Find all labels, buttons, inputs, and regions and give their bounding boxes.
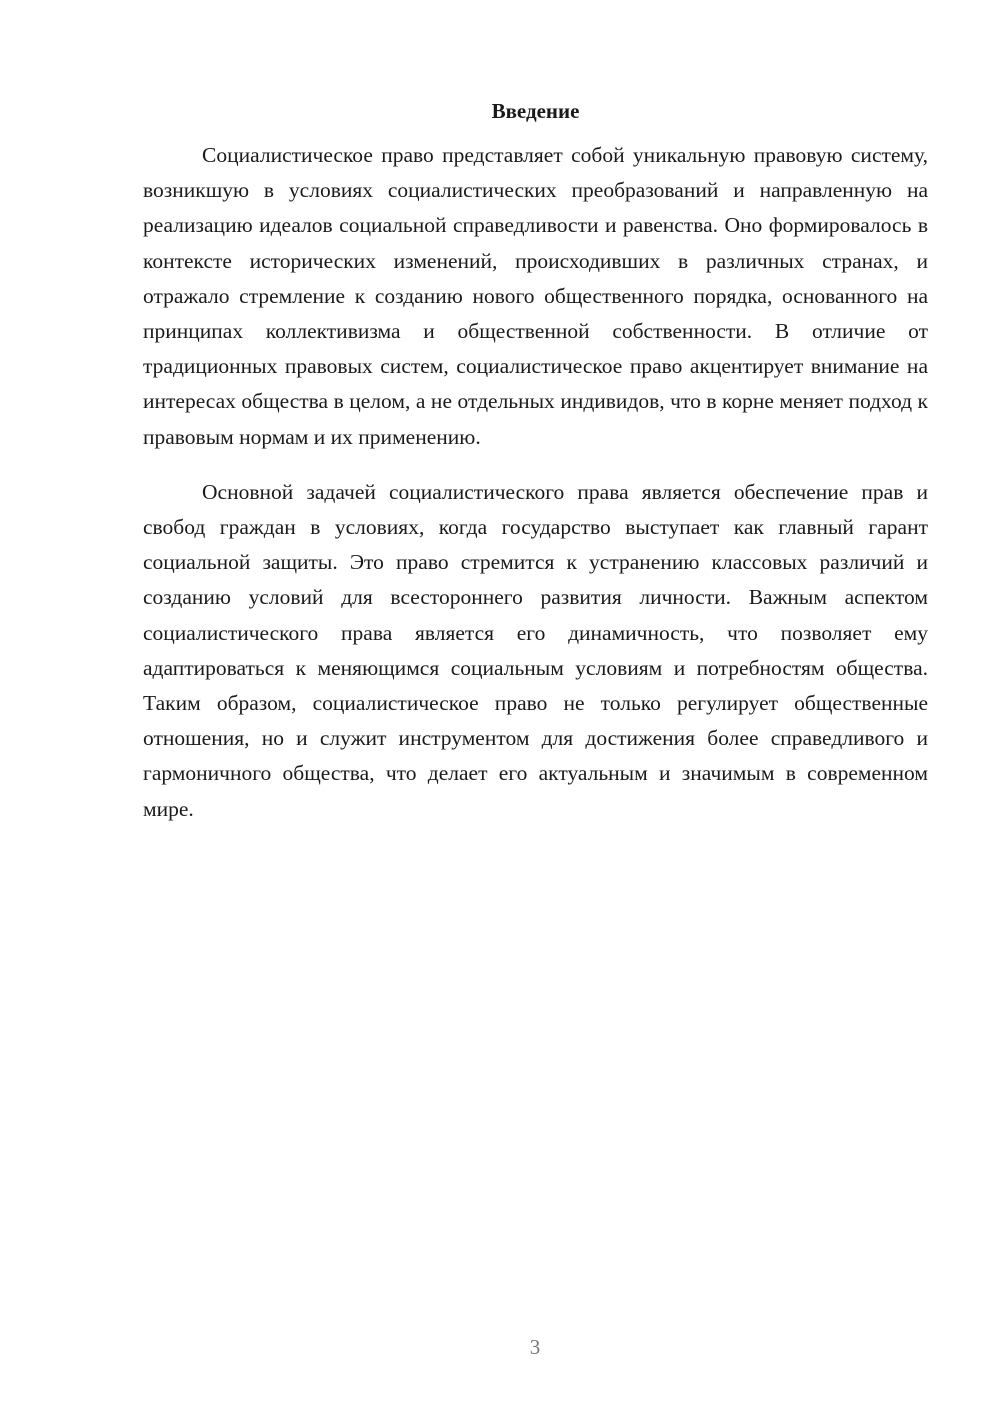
page-content — [143, 96, 928, 827]
paragraph-2: Основной задачей социалистического права является обеспечение прав и свобод граждан в условиях, когда государство выступает как главный гарант социальной защиты. Это право стремится к устранению классовых различий и созданию условий для всестороннего развития личности. Важным аспектом социалистического права является его динамичность, что позволяет ему адаптироваться к меняющимся социальным условиям и потребностям общества. Таким образом, социалистическое право не только регулирует общественные отношения, но и служит инструментом для достижения более справедливого и гармоничного общества, что делает его актуальным и значимым в современном мире. — [143, 479, 928, 821]
page-number: 3 — [529, 1335, 541, 1359]
paragraph-1: Социалистическое право представляет собой уникальную правовую систему, возникшую в условиях социалистических преобразований и направленную на реализацию идеалов социальной справедливости и равенства. Оно формировалось в контексте исторических изменений, происходивших в различных странах, и отражало стремление к созданию нового общественного порядка, основанного на принципах коллективизма и общественной собственности. В отличие от традиционных правовых систем, социалистическое право акцентирует внимание на интересах общества в целом, а не отдельных индивидов, что в корне меняет подход к правовым нормам и их применению. — [143, 143, 928, 449]
section-heading: Введение — [491, 99, 580, 123]
